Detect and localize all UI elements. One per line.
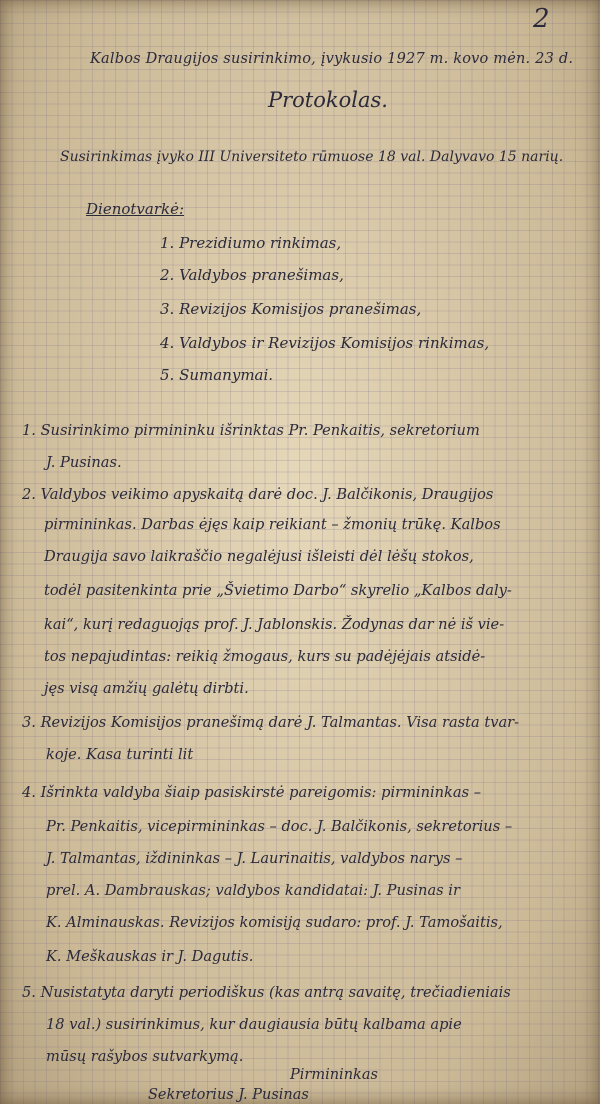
agenda-item: 1. Prezidiumo rinkimas,: [160, 234, 342, 252]
agenda-item: 4. Valdybos ir Revizijos Komisijos rinkimas,: [160, 334, 490, 352]
body-line: mūsų rašybos sutvarkymą.: [46, 1048, 244, 1065]
body-line: J. Pusinas.: [46, 454, 122, 471]
body-line: J. Talmantas, iždininkas – J. Laurinaitis, valdybos narys –: [46, 850, 463, 867]
opening-line: Susirinkimas įvyko III Universiteto rūmuose 18 val. Dalyvavo 15 narių.: [60, 149, 564, 165]
body-line: todėl pasitenkinta prie „Švietimo Darbo“ skyrelio „Kalbos daly-: [44, 582, 512, 599]
agenda-title: Dienotvarkė:: [86, 200, 185, 218]
chair-signature: Pirmininkas: [290, 1067, 378, 1083]
body-line: tos nepajudintas: reikią žmogaus, kurs su padėjėjais atsidė-: [44, 648, 486, 665]
meeting-header: Kalbos Draugijos susirinkimo, įvykusio 1927 m. kovo mėn. 23 d.: [90, 51, 574, 67]
body-line: 18 val.) susirinkimus, kur daugiausia būtų kalbama apie: [46, 1016, 462, 1033]
body-line: 2. Valdybos veikimo apyskaitą darė doc. J. Balčikonis, Draugijos: [22, 486, 494, 503]
body-line: Pr. Penkaitis, vicepirmininkas – doc. J. Balčikonis, sekretorius –: [46, 818, 513, 835]
body-line: K. Alminauskas. Revizijos komisiją sudaro: prof. J. Tamošaitis,: [46, 914, 503, 931]
body-line: 5. Nusistatyta daryti periodiškus (kas antrą savaitę, trečiadieniais: [22, 984, 511, 1001]
body-line: K. Meškauskas ir J. Dagutis.: [46, 948, 254, 965]
body-line: kai“, kurį redaguojąs prof. J. Jablonskis. Žodynas dar nė iš vie-: [44, 616, 505, 633]
agenda-item: 5. Sumanymai.: [160, 366, 274, 384]
body-line: jęs visą amžių galėtų dirbti.: [44, 680, 249, 697]
body-line: pirmininkas. Darbas ėjęs kaip reikiant – žmonių trūkę. Kalbos: [44, 516, 501, 533]
body-line: prel. A. Dambrauskas; valdybos kandidatai: J. Pusinas ir: [46, 882, 460, 899]
page-title: Protokolas.: [268, 88, 388, 112]
body-line: koje. Kasa turinti lit: [46, 746, 194, 763]
page-number: 2: [533, 4, 550, 34]
secretary-signature: Sekretorius J. Pusinas: [148, 1087, 309, 1103]
body-line: 3. Revizijos Komisijos pranešimą darė J. Talmantas. Visa rasta tvar-: [22, 714, 520, 731]
body-line: 1. Susirinkimo pirmininku išrinktas Pr. Penkaitis, sekretorium: [22, 422, 480, 439]
agenda-item: 3. Revizijos Komisijos pranešimas,: [160, 300, 422, 318]
body-line: 4. Išrinkta valdyba šiaip pasiskirstė pareigomis: pirmininkas –: [22, 784, 482, 801]
agenda-item: 2. Valdybos pranešimas,: [160, 266, 344, 284]
body-line: Draugija savo laikraščio negalėjusi išleisti dėl lėšų stokos,: [44, 548, 474, 565]
